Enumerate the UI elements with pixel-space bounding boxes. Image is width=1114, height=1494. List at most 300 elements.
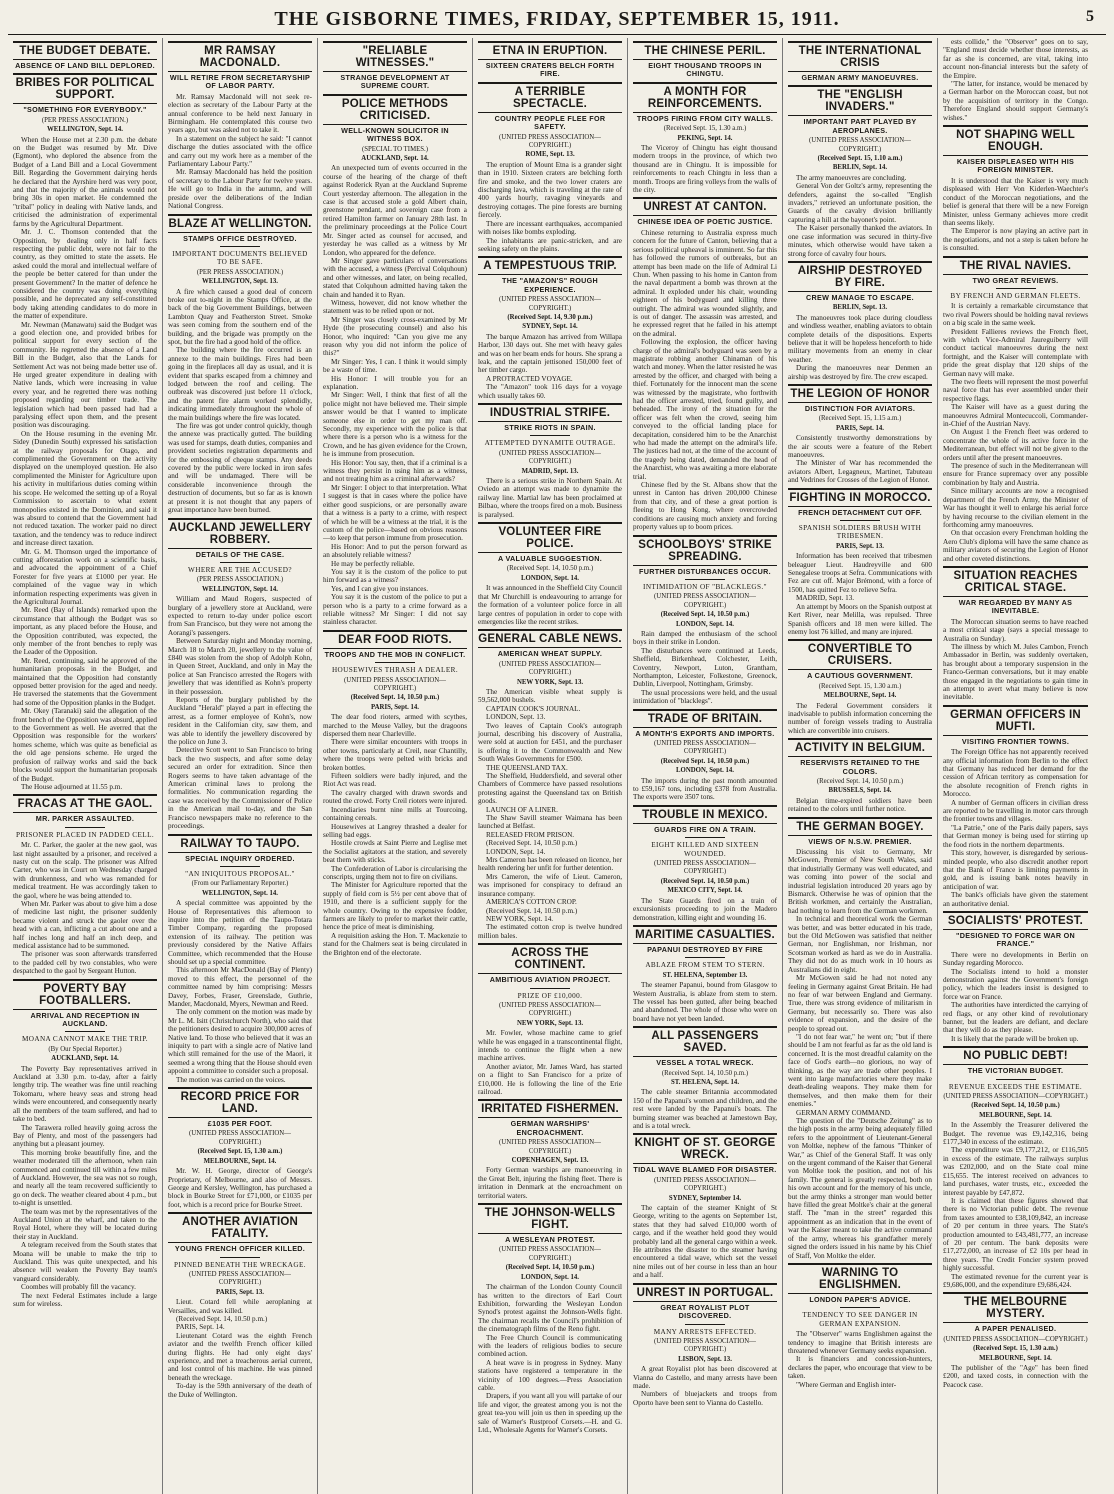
article-dateline: (Received Sept. 15, 1.30 a.m.) <box>818 682 902 690</box>
article-body <box>633 777 777 802</box>
article-dateline: (Received Sept. 15, 1.30 a.m.) <box>663 125 747 133</box>
article-body <box>633 144 777 194</box>
article-dateline: (UNITED PRESS ASSOCIATION—COPYRIGHT.) <box>499 133 601 150</box>
article-paragraph: A great Royalist plot has been discovered at Vianna do Castello, and many arrests have been made. <box>633 1365 777 1390</box>
article-paragraph: The Moroccan situation seems to have reached a most critical stage (says a special message to Australia on Sunday). <box>943 617 1088 643</box>
article-body <box>788 314 932 381</box>
article-paragraph: The steamer Papanui, bound from Glasgow to Western Australia, is ablaze from stem to stern. The vessel has been gutted, after being beached and abandoned. The whole of those who were on board have not yet been landed. <box>633 981 777 1023</box>
article-paragraph: It was announced in the Sheffield City Council that Mr Churchill is endeavouring to arrange for the formation of a volunteer police force in all large centres of population in order to cope with emergencies like the recent strikes. <box>478 584 622 626</box>
article-paragraph: This story, however, is disregarded by serious-minded people, who also discredit another report that the Bank of France is limiting payments in gold, and is issuing bank notes heavily in anticipation of war. <box>943 849 1088 891</box>
article-paragraph: Mr. G. M. Thomson urged the importance of cutting afforestation work on a scientific basis, and advocated the appointment of a Chief Forester for five years at £1000 per year. He complained of the vague way in which information respecting experiments was given in the Agricultural Journal. <box>13 547 157 606</box>
divider <box>65 827 105 828</box>
article-headline: RAILWAY TO TAUPO. <box>168 834 312 853</box>
article-dateline: PARIS, Sept. 13. <box>835 542 885 550</box>
article-dateline: (Received Sept. 14, 10.50 p.m.) <box>661 1069 749 1077</box>
article-headline: DEAR FOOD RIOTS. <box>323 630 467 649</box>
article-headline: ALL PASSENGERS SAVED. <box>633 1026 777 1057</box>
article-subhead: BY FRENCH AND GERMAN FLEETS. <box>950 291 1081 300</box>
article <box>633 1133 777 1279</box>
article-paragraph: Mr. Newman (Manawatu) said the Budget was a good election one, and provided bribes for political support for every section of the community. He regretted the absence of a Land Bill in the Budget, also that the Lands for Settlement Act was not being made better use of. He urged greater expenditure in dealing with Native lands, which were increasing in value every year, and he regretted there was nothing proposed regarding our timber trade. The legislation which had been passed had had a paralysing effect upon them, and the present position was discouraging. <box>13 320 157 430</box>
article-body <box>943 618 1088 702</box>
article-subhead: WELL-KNOWN SOLICITOR IN WITNESS BOX. <box>341 125 449 144</box>
article-subhead: TROOPS FIRING FROM CITY WALLS. <box>636 113 774 123</box>
article-paragraph: The next Federal Estimates include a large sum for wireless. <box>13 1291 157 1309</box>
article-body <box>788 848 932 1260</box>
article-paragraph: NEW YORK, Sept. 14. <box>486 914 554 923</box>
article-paragraph: It is likely that the parade will be broken up. <box>951 1034 1079 1043</box>
article-paragraph: (Received Sept. 14, 10.50 p.m.) <box>486 906 578 915</box>
article-subhead: FRENCH DETACHMENT CUT OFF. <box>798 507 922 517</box>
article-body <box>788 702 932 736</box>
article-subhead: A CAUTIOUS GOVERNMENT. <box>807 671 913 681</box>
article-dateline: (Received Sept. 14, 10.50 p.m.) <box>660 757 750 765</box>
article-paragraph: Between Saturday night and Monday morning, March 18 to March 20, jewellery to the value of £840 was stolen from the shop of Adolph Kohn, in Queen Street, Auckland, and only in May the police at San Francisco arrested the Rogers with jewellery that was identified as Kohn's property in their possession. <box>168 637 312 696</box>
article-paragraph: The Emperor is now playing an active part in the negotiations, and not a step is taken before he is consulted. <box>943 227 1088 253</box>
article-body <box>13 841 157 976</box>
article-body <box>168 288 312 515</box>
article-body <box>788 174 932 258</box>
article-dateline: BERLIN, Sept. 14. <box>832 164 888 172</box>
article-dateline: MELBOURNE, Sept. 14. <box>823 692 897 700</box>
article-paragraph: The captain of the steamer Knight of St George, writing to the agents on September 1st, states that they had salved £10,000 worth of cargo, and if the weather held good they would probably land all the general cargo within a week. He attributes the disaster to the steamer having encountered a tidal wave, which set the vessel nine miles out of her course in less than an hour and a half. <box>633 1204 777 1280</box>
article-body <box>478 477 622 519</box>
article <box>478 82 622 254</box>
article-headline: INDUSTRIAL STRIFE. <box>478 403 622 422</box>
article-paragraph: LONDON, Sept. 14. <box>486 847 546 856</box>
article-subhead: A VALUABLE SUGGESTION. <box>497 554 603 564</box>
article-subhead: YOUNG FRENCH OFFICER KILLED. <box>174 1244 306 1254</box>
article-subhead: PINNED BENEATH THE WRECKAGE. <box>174 1260 306 1269</box>
article-subhead: AMBITIOUS AVIATION PROJECT. <box>489 975 611 985</box>
column-6 <box>783 38 938 1494</box>
article-subhead: "SOMETHING FOR EVERYBODY." <box>23 105 147 115</box>
article-paragraph: In technical and theoretical work the German was better, and was better educated in his trade, but the Old McGowen was satisfied that neither German, nor Englishman, nor Irishman, nor Scotsman worked as hard as we do in Australia. They did not do as much work in 10 hours as Australians did in eight. <box>788 915 932 974</box>
article-dateline: AUCKLAND, Sept. 14. <box>361 155 429 163</box>
article <box>478 403 622 519</box>
article-dateline: (UNITED PRESS ASSOCIATION—COPYRIGHT.) <box>654 593 756 609</box>
article-paragraph: The usual processions were held, and the usual intimidation of "blacklegs". <box>633 688 777 706</box>
article-paragraph: The House adjourned at 11.55 p.m. <box>21 782 123 791</box>
article-paragraph: It is certainly a remarkable circumstance that two rival Powers should be holding naval reviews on a big scale in the same week. <box>943 302 1088 328</box>
article-body <box>13 136 157 792</box>
article-dateline: ST. HELENA, September 13. <box>662 971 748 979</box>
article-headline: CONVERTIBLE TO CRUISERS. <box>788 639 932 670</box>
divider <box>840 520 880 521</box>
article-paragraph: The Confederation of Labor is circularising the conscripts, urging them not to fire on civilians. <box>323 864 467 881</box>
article-subhead: DISTINCTION FOR AVIATORS. <box>804 403 916 413</box>
article <box>788 738 932 813</box>
article-dateline: (By Our Special Reporter.) <box>48 1045 122 1053</box>
article-paragraph: There is a serious strike in Northern Spain. At Oviedo an attempt was made to dynamite the railway line. Martial law has been proclaimed at Bilbao, where the troops fired on a mob. Business is paralysed. <box>478 477 622 519</box>
article-headline: FRACAS AT THE GAOL. <box>13 794 157 813</box>
article-paragraph: LAUNCH OF A LINER. <box>486 805 558 814</box>
article-headline: A TEMPESTUOUS TRIP. <box>478 256 622 275</box>
article-paragraph: President Fallieres reviews the French fleet, with which Vice-Admiral Jaureguiberry will conduct tactical manoeuvres during the next fortnight, and the Kaiser will contemplate with pride the great display that 120 ships of the German navy will make. <box>943 327 1088 378</box>
article <box>168 518 312 831</box>
article-paragraph: A PROTRACTED VOYAGE. <box>486 374 573 383</box>
article-paragraph: The Minister of War has recommended the aviators Albert, Legagneux, Martinet, Tabuteau and Vedrines for Crosses of the Legion of Honor. <box>788 459 932 485</box>
article-headline: A MONTH FOR REINFORCEMENTS. <box>633 82 777 113</box>
article-subhead: PRIZE OF £10,000. <box>517 991 583 1000</box>
article-dateline: WELLINGTON, Sept. 14. <box>202 585 278 593</box>
article-paragraph: Chinese returning to Australia express much concern for the future of Canton, believing that a serious political upheaval is imminent. So far this has followed the rumors of outbreaks, but an attempt has been made on the life of Admiral Li Chun. When passing to his home in Canton from the naval department a bomb was thrown at the admiral. It exploded under his chair, wounding eighteen of his bodyguard and killing three outright. The admiral was wounded slightly, and is out of danger. The assassin was arrested, and he expressed regret that he failed in his attempt on the admiral. <box>633 228 777 338</box>
article-dateline: BERLIN, Sept. 13. <box>832 304 888 312</box>
article-body <box>943 748 1088 908</box>
article-dateline: (Received Sept. 15, 1.30 a.m.) <box>973 1345 1058 1353</box>
article-headline: TROUBLE IN MEXICO. <box>633 805 777 824</box>
article-paragraph: The estimated revenue for the current year is £9,686,000, and the expenditure £9,686,424. <box>943 1272 1088 1289</box>
article-subhead: THE VICTORIAN BUDGET. <box>967 1066 1064 1076</box>
article-headline: UNREST AT CANTON. <box>633 197 777 216</box>
article-subhead: ATTEMPTED DYNAMITE OUTRAGE. <box>484 439 616 448</box>
column-5 <box>628 38 783 1494</box>
article-paragraph: The inhabitants are panic-stricken, and are seeking safety on the plains. <box>478 236 622 253</box>
article-headline: KNIGHT OF ST. GEORGE WRECK. <box>633 1133 777 1164</box>
article-dateline: (UNITED PRESS ASSOCIATION—COPYRIGHT.) <box>654 740 756 756</box>
article-body <box>478 1283 622 1434</box>
article-paragraph: "I do not fear war," he went on; "but if there should be I am not fearful as far as the old land is concerned. It is the most dreadful calamity on the face of God's earth—no glorious, no way of thinking, as the way are trade other peoples. I went into large manufactories where they make death-dealing weapons. They make them for themselves, and then make them for their enemies." <box>788 1032 932 1109</box>
article-headline: A TERRIBLE SPECTACLE. <box>478 82 622 113</box>
article-subhead: "DESIGNED TO FORCE WAR ON FRANCE." <box>956 930 1075 949</box>
article-paragraph: MADRID, Sept. 13. <box>796 594 855 603</box>
article-subhead: EIGHT KILLED AND SIXTEEN WOUNDED. <box>651 841 759 858</box>
article-dateline: NEW YORK, Sept. 13. <box>516 1019 584 1027</box>
article-paragraph: Mr Singer was closely cross-examined by Mr Hyde (the prosecuting counsel) and also his Honor, who inquired: "Can you give me any reason why you did not inform the police of this?" <box>323 315 467 358</box>
article-dateline: (UNITED PRESS ASSOCIATION—COPYRIGHT.) <box>189 1130 291 1146</box>
article-paragraph: Mr Singer: Yes, I can. I think it would simply be a waste of time. <box>323 357 467 375</box>
article-dateline: MELBOURNE, Sept. 14. <box>979 1354 1052 1362</box>
article-paragraph: Mr. Fowler, whose machine came to grief while he was engaged in a transcontinental flight, intends to continue the flight when a new machine arrives. <box>478 1029 622 1063</box>
divider <box>996 288 1036 289</box>
article-paragraph: The two fleets will represent the most powerful naval force that has ever assembled under their respective flags. <box>943 378 1088 403</box>
column-2 <box>163 38 318 1494</box>
article-subhead: WHERE ARE THE ACCUSED? <box>188 565 292 574</box>
article-paragraph: RELEASED FROM PRISON. <box>486 830 575 839</box>
article-headline: ACTIVITY IN BELGIUM. <box>788 738 932 757</box>
article-paragraph: The chairman of the London County Council has written to the directors of Earl Court Exhibition, forwarding the Wesleyan London Synod's protest against the Johnson-Wells fight. The chairman recalls the Council's prohibition of the cinematograph films of the Reno fight. <box>478 1283 622 1334</box>
article-paragraph: He may be perfectly reliable. <box>331 559 415 568</box>
article-dateline: (Received Sept. 14, 10.50 p.m.) <box>816 777 904 785</box>
article-dateline: WELLINGTON, Sept. 14. <box>202 889 278 897</box>
article <box>943 566 1088 702</box>
article-paragraph: You say it is the custom of the police to put a person who is a party to a crime forward as a reliable witness? Mr Singer: I did not say stainless character. <box>323 593 467 627</box>
article-paragraph: The barque Amazon has arrived from Willapa Harbor, 130 days out. She met with heavy gales and was on her beam ends for hours. She sprang a leak, and the captain jettisoned 150,000 feet of her timber cargo. <box>478 332 622 375</box>
article-body <box>788 434 932 484</box>
article-paragraph: In the Assembly the Treasurer delivered the Budget. The revenue was £9,142,316, being £177,340 in excess of the estimate. <box>943 1121 1088 1147</box>
article-paragraph: Mr. Okey (Taranaki) said the allegation of the front bench of the Opposition was absurd, applied to the Government as well. He averred that the Opposition was responsible for the workers' homes scheme, which was quite as beneficial as the old age pensions scheme. He urged the profusion of railway works and said the back blocks would support the humanitarian proposals of the Budget. <box>13 707 157 783</box>
article-headline: SCHOOLBOYS' STRIKE SPREADING. <box>633 535 777 566</box>
article-headline: SOCIALISTS' PROTEST. <box>943 911 1088 930</box>
article-subhead: COUNTRY PEOPLE FLEE FOR SAFETY. <box>494 113 606 132</box>
article-paragraph: The imports during the past month amounted to £59,167 tons, including £378 from Australia. The exports were 3507 tons. <box>633 776 777 802</box>
article-dateline: ROME, Sept. 13. <box>525 151 575 159</box>
article-headline: MARITIME CASUALTIES. <box>633 925 777 944</box>
article-dateline: LONDON, Sept. 14. <box>676 620 734 628</box>
article-dateline: WELLINGTON, Sept. 13. <box>202 278 278 286</box>
article-dateline: (SPECIAL TO TIMES.) <box>361 145 429 153</box>
article <box>168 214 312 515</box>
article-headline: TRADE OF BRITAIN. <box>633 709 777 728</box>
article-paragraph: The State Guards fired on a train of excursionists proceeding to join the Madero demonstration, killing eight and wounding 16. <box>633 896 777 922</box>
article-subhead: THE "AMAZON'S" ROUGH EXPERIENCE. <box>502 276 598 294</box>
article-body <box>168 595 312 830</box>
article-paragraph: A number of German officers in civilian dress are reported to be travelling in motor cars through the frontier towns and villages. <box>943 798 1088 824</box>
article <box>478 256 622 400</box>
article-subhead: MANY ARRESTS EFFECTED. <box>653 1327 757 1336</box>
article-paragraph: Chinese fled by the St. Albans show that the unrest in Canton has driven 200,000 Chinese from that city, and of these a great portion is fleeing to Hong Kong, where overcrowded conditions are causing much anxiety and forcing property values up to boom prices. <box>633 481 777 532</box>
article-subhead: VIEWS OF N.S.W. PREMIER. <box>808 836 912 846</box>
article-paragraph: This morning broke beautifully fine, and the weather moderated till the afternoon, when rain commenced and continued till within a few miles of Auckland. However, the sea was not so rough, and nearly all the team recovered sufficiently to go on deck. The weather cleared about 4 p.m., but to-night is unsettled. <box>13 1148 157 1208</box>
article-subhead: IMPORTANT PART PLAYED BY AEROPLANES. <box>803 117 917 135</box>
article-dateline: (Received Sept. 14, 10.50 p.m.) <box>505 1264 595 1272</box>
article-paragraph: LONDON, Sept. 13. <box>486 713 546 722</box>
article-dateline: (UNITED PRESS ASSOCIATION—COPYRIGHT.) <box>499 296 601 312</box>
article-subhead: MR. PARKER ASSAULTED. <box>35 814 135 824</box>
article <box>168 1212 312 1399</box>
article-paragraph: Mr Singer gave particulars of conversations with the accused, a witness (Percival Colquhoun) and other witnesses, and later, on being recalled, stated that Colquhoun admitted having taken the chain and handed it to Ryan. <box>323 256 467 299</box>
divider <box>220 246 260 247</box>
article <box>13 41 157 70</box>
article-headline: ETNA IN ERUPTION. <box>478 41 622 60</box>
article-paragraph: There are incessant earthquakes, accompanied with noises like bombs exploding. <box>478 219 622 237</box>
article-subhead: VESSEL A TOTAL WRECK. <box>656 1058 754 1068</box>
article-dateline: LONDON, Sept. 14. <box>521 574 579 582</box>
article-headline: THE CHINESE PERIL. <box>633 41 777 60</box>
article-paragraph: It is financiers and concession-hunters, declares the paper, who encourage that view to be taken. <box>788 1355 932 1381</box>
article-subhead: TIDAL WAVE BLAMED FOR DISASTER. <box>633 1165 777 1175</box>
article-dateline: PEKING, Sept. 14. <box>677 134 733 142</box>
article-body <box>943 302 1088 563</box>
article-paragraph: A fire which caused a good deal of concern broke out to-night in the Stamps Office, at the back of the big Government Buildings, between Lambton Quay and Featherston Street. Smoke was seen coming from the southern end of the building, and the brigade was promptly on the spot, but the fire had a good hold of the office. <box>168 287 312 346</box>
article-dateline: (UNITED PRESS ASSOCIATION—COPYRIGHT.) <box>499 1139 601 1155</box>
article-subhead: CREW MANAGE TO ESCAPE. <box>806 292 914 302</box>
article <box>943 705 1088 908</box>
article-paragraph: Discussing his visit to Germany, Mr McGowen, Premier of New South Wales, said that industrially Germany was well educated, and was coming into power of the social and industrial legislation introduced 20 years ago by Bismarck. Otherwise he was of opinion that the British workmen, and certainly the Australian, had nothing to learn from the German workmen. <box>788 848 932 915</box>
article <box>478 522 622 626</box>
article-body <box>478 161 622 253</box>
article-subhead: CHINESE IDEA OF POETIC JUSTICE. <box>637 217 773 227</box>
divider <box>685 1324 725 1325</box>
article-headline: UNREST IN PORTUGAL. <box>633 1283 777 1302</box>
article-paragraph: An attempt by Moors on the Spanish outpost at Kert River, near Melilla, was repulsed. Three Spanish officers and 18 men were killed. The enemy lost 76 killed, and many are injured. <box>788 602 932 636</box>
article <box>788 639 932 735</box>
article-paragraph: The illness by which M. Jules Cambon, French Ambassador in Berlin, was suddenly overtaken, has brought about a temporary suspension in the Franco-German conversations, but it may enable those engaged in the negotiations to gain time in an attempt to avert what many believe is now inevitable. <box>943 642 1088 702</box>
article <box>323 94 467 627</box>
article-paragraph: Detective Scott went to San Francisco to bring back the two suspects, and after some delay secured an order for extradition. Since then Rogers seems to have taken advantage of the American criminal laws to prolong the formalities. No communication regarding the case was received by the Commissioner of Police in the American mail to-day, and the San Francisco newspapers make no reference to the proceedings. <box>168 746 312 831</box>
article-subhead: PRISONER PLACED IN PADDED CELL. <box>15 830 155 839</box>
divider <box>530 988 570 989</box>
article-paragraph: The "Amazon" took 116 days for a voyage which usually takes 60. <box>478 383 622 400</box>
article-dateline: (Received Sept. 15, 1.10 a.m.) <box>817 155 903 163</box>
article-dateline: (UNITED PRESS ASSOCIATION—COPYRIGHT.) <box>809 137 911 153</box>
article-subhead: GERMAN ARMY MANOEUVRES. <box>801 73 919 82</box>
columns-container <box>8 38 1106 1494</box>
article-subhead: TWO GREAT REVIEWS. <box>972 275 1059 285</box>
article-subhead: ARRIVAL AND RECEPTION IN AUCKLAND. <box>30 1010 140 1029</box>
article-paragraph: The Sheffield, Huddersfield, and several other Chambers of Commerce have passed resolutions protesting against the Queensland tax on British goods. <box>478 772 622 806</box>
article-dateline: (Received Sept. 14, 10.50 p.m.) <box>660 877 750 885</box>
article-paragraph: Mr Singer: Well, I think that first of all the police might not have believed me. Their simple answer would be that I wanted to implicate someone else in order to get my man off. Secondly, my experience with the police is that where there is a person who is a witness for the Crown, and he has given evidence for the Crown, he is immune from prosecution. <box>323 391 467 459</box>
divider <box>375 662 415 663</box>
article <box>788 41 932 82</box>
article-paragraph: Fifteen soldiers were badly injured, and the Riot Act was read. <box>323 772 467 789</box>
article-body <box>943 1364 1088 1389</box>
article-paragraph: Coombes will probably fill the vacancy. <box>21 1283 136 1292</box>
article <box>168 834 312 1085</box>
article-dateline: (UNITED PRESS ASSOCIATION—COPYRIGHT.) <box>499 1001 601 1018</box>
article-paragraph: The Kaiser will have as a guest during the manoeuvres Admiral Montecuccoli, Commander-in-Chief of the Austrian Navy. <box>943 403 1088 429</box>
page-number: 5 <box>1086 8 1094 25</box>
article-headline: NOT SHAPING WELL ENOUGH. <box>943 125 1088 156</box>
article-subhead: HOUSEWIVES THRASH A DEALER. <box>331 666 459 675</box>
divider <box>996 1079 1036 1080</box>
article-headline: BLAZE AT WELLINGTON. <box>168 214 312 233</box>
article-dateline: NEW YORK, Sept. 13. <box>516 678 584 686</box>
article-headline: SITUATION REACHES CRITICAL STAGE. <box>943 566 1088 597</box>
divider <box>685 579 725 580</box>
article-body <box>943 951 1088 1043</box>
article-headline: ACROSS THE CONTINENT. <box>478 943 622 974</box>
article-headline: BRIBES FOR POLITICAL SUPPORT. <box>13 73 157 104</box>
article-paragraph: On August 1 the French fleet was ordered to concentrate the whole of its active force in the Mediterranean, but effect will not be given to the orders until after the present manoeuvres. <box>943 428 1088 462</box>
article-subhead: GUARDS FIRE ON A TRAIN. <box>654 824 756 834</box>
article-body <box>168 1298 312 1399</box>
article-headline: THE GERMAN BOGEY. <box>788 817 932 836</box>
article-paragraph: The expenditure was £9,177,212, or £116,505 in excess of the estimate. The railways surplus was £202,000, and on the State coal mine £15,655. The interest received on advances to land purchases, water trusts, etc., exceeded the interest payable by £47,872. <box>943 1146 1088 1197</box>
article-body <box>943 177 1088 253</box>
article-headline: AIRSHIP DESTROYED BY FIRE. <box>788 261 932 292</box>
article-dateline: (Received Sept. 15, 1.30 a.m.) <box>197 1148 283 1156</box>
article-paragraph: Mr. Ramsay Macdonald will not seek re-election as secretary of the Labour Party at the annual conference to be held next January in Birmingham. He contemplated this course two years ago, but was asked not to take it. <box>168 92 312 135</box>
article <box>478 943 622 1096</box>
article-dateline: (Received Sept. 14, 9.30 p.m.) <box>507 313 593 321</box>
article-paragraph: The army manoeuvres are concluding. <box>796 173 907 182</box>
article-paragraph: Rain damped the enthusiasm of the school boys in their strike in London. <box>633 629 777 647</box>
article <box>633 925 777 1023</box>
article-dateline: (Received Sept. 14, 10.50 p.m.) <box>971 1102 1060 1110</box>
article-paragraph: William and Maud Rogers, suspected of burglary of a jewellery store at Auckland, were expected to return to-day under police escort from San Francisco, but they were not among the Aorangi's passengers. <box>168 595 312 637</box>
article-paragraph: The Shaw Savill steamer Waimana has been launched at Belfast. <box>478 814 622 831</box>
article <box>788 85 932 258</box>
article-paragraph: The building where the fire occurred is an annexe to the main buildings. Fires had been going in the fireplaces all day as usual, and it is evident that sparks escaped from a chimney and lodged between the roof and ceiling. The outbreak was discovered just before 11 o'clock, and the patent fire alarm worked splendidly, indicating immediately throughout the whole of the main buildings where the fire was located. <box>168 346 312 422</box>
article-body <box>168 1167 312 1209</box>
article-paragraph: Hostile crowds at Saint Pierre and Leglise met the Socialist agitators at the station, and severely beat them with sticks. <box>323 839 467 865</box>
article-dateline: COPENHAGEN, Sept. 13. <box>511 1157 589 1165</box>
article-body <box>323 713 467 957</box>
article-subhead: A WESLEYAN PROTEST. <box>505 1235 595 1245</box>
article-paragraph: An unexpected turn of events occurred in the course of the hearing of the charge of theft against Roderick Ryan at the Auckland Supreme Court yesterday afternoon. The allegation in the case is that accused stole a gold Albert chain, greenstone pendant, and sovereign case from a retired Hamilton farmer on January 28th last. In the preliminary proceedings at the Police Court Mr. Singer acted as counsel for accused, and yesterday he was called as a witness by Mr London, who appeared for the defence. <box>323 164 467 257</box>
article-paragraph: When the House met at 2.30 p.m. the debate on the Budget was resumed by Mr. Dive (Egmont), who deplored the absence from the Budget of a Land Bill and a Local Government Bill. Regarding the Government dairying herds he declared that the Ayrshire herd was very poor, and that the majority of the animals would not bring 30s in open market. He condemned the "tribal" policy in dealing with Native lands, and criticised the administration of experimental farms by the Agricultural Department. <box>13 135 157 228</box>
article-subhead: DETAILS OF THE CASE. <box>195 549 285 559</box>
divider <box>530 435 570 436</box>
article-body <box>633 1365 777 1407</box>
article-dateline: (PER PRESS ASSOCIATION.) <box>196 268 284 276</box>
article-paragraph: It is claimed that these figures showed that there is no Victorian public debt. The revenue from taxes amounted to £38,109,842, an increase of 20 per centum in three years. The State's production amounted to £43,481,777, an increase of 20 per centum. The bank deposits were £17,272,000, an increase of £2 10s per head in three years. The Credit Foncier system proved highly successful. <box>943 1196 1088 1273</box>
article-headline: RECORD PRICE FOR LAND. <box>168 1087 312 1118</box>
article-dateline: (From our Parliamentary Reporter.) <box>191 880 289 888</box>
article-dateline: (UNITED PRESS ASSOCIATION—COPYRIGHT.) <box>654 1176 756 1193</box>
column-7 <box>938 38 1093 1494</box>
article-headline: THE MELBOURNE MYSTERY. <box>943 1292 1088 1323</box>
article-paragraph: Following the explosion, the officer having charge of the admiral's bodyguard was seen by a magistrate robbing another Chinaman of his watch and money. When the latter resisted he was arrested by the officer, and charged with being a thief. Fortunately for the innocent man the scene was witnessed by the magistrate, who forthwith had the officer arrested, tried, found guilty, and beheaded. The irony of the situation for the officer was felt when the crowd, seeing him conveyed to the official landing place for decapitation, considered him to be the Anarchist who had made the attempt on the admiral's life. The justices had not, at the time of the account of the tragedy being dated, demanded the head of the Anarchist, who was awaiting a more elaborate trial. <box>633 338 777 481</box>
article-paragraph: Mr. C. Parker, the gaoler at the new gaol, was last night assaulted by a prisoner, and received a nasty cut on the scalp. The prisoner was Alfred Carter, who was in Court on Wednesday charged with drunkenness, and who was remanded for medical treatment. He was accordingly taken to the gaol, where he was being attended to. <box>13 841 157 900</box>
divider <box>65 1031 105 1032</box>
article-dateline: (Received Sept. 15, 1.15 a.m.) <box>818 415 902 423</box>
article-paragraph: A special committee was appointed by the House of Representatives this afternoon to inquire into the petition of the Taupo-Totara Timber Company, regarding the proposed extension of its railway. The petition was previously considered by the Native Affairs Committee, which recommended that the House should set up a special committee. <box>168 899 312 966</box>
article <box>633 1026 777 1130</box>
article-headline: GERMAN OFFICERS IN MUFTI. <box>943 705 1088 736</box>
article-dateline: MELBOURNE, Sept. 14. <box>203 1157 277 1165</box>
article-paragraph: The motion was carried on the voices. <box>176 1075 286 1084</box>
article-dateline: (PER PRESS ASSOCIATION.) <box>41 116 129 124</box>
article-paragraph: The Socialists intend to hold a monster demonstration against the Government's foreign policy, which the leaders insist is designed to force war on France. <box>943 967 1088 1001</box>
article-subhead: SIXTEEN CRATERS BELCH FORTH FIRE. <box>485 61 615 79</box>
article-headline: THE "ENGLISH INVADERS." <box>788 85 932 116</box>
article-subhead: TENDENCY TO SEE DANGER IN GERMAN EXPANSION. <box>802 1311 918 1328</box>
article-paragraph: His Honor: You say, then, that if a criminal is a witness they persist in using him as a witness, and not treating him as a criminal afterwards? <box>323 458 467 484</box>
article-body <box>633 1088 777 1130</box>
article-paragraph: The publisher of the "Age" has been fined £200, and taxed costs, in connection with the Peacock case. <box>943 1364 1088 1389</box>
article-paragraph: Mr. W. H. George, director of George's Proprietary, of Melbourne, and also of Messrs. George and Kersley, Wellington, has purchased a block in Bourke Street for £71,000, or £1035 per foot, which is a record price for Bourke Street. <box>168 1167 312 1209</box>
article-dateline: (UNITED PRESS ASSOCIATION—COPYRIGHT.) <box>654 860 756 876</box>
article-dateline: LONDON, Sept. 14. <box>521 1273 579 1281</box>
article-paragraph: It is understood that the Kaiser is very much displeased with Herr Von Kiderlen-Waechter's conduct of the Moroccan negotiations, and the belief is general that there will be a new Foreign Minister, unless Germany achieves more credit than seems likely. <box>943 176 1088 227</box>
article-subhead: ABSENCE OF LAND BILL DEPLORED. <box>15 61 155 70</box>
article <box>478 629 622 940</box>
article-headline: VOLUNTEER FIRE POLICE. <box>478 522 622 553</box>
article-headline: POLICE METHODS CRITICISED. <box>323 94 467 125</box>
article-subhead: FURTHER DISTURBANCES OCCUR. <box>639 566 771 576</box>
article-dateline: PARIS, Sept. 13. <box>215 1288 265 1296</box>
article-subhead: PAPANUI DESTROYED BY FIRE <box>647 944 763 954</box>
article-paragraph: The cable steamer Britannia accommodated 150 of the Papanui's women and children, and the rest were landed by the Papanui's boats. The burning steamer was beached at Jamestown Bay, and is a total wreck. <box>633 1088 777 1130</box>
article-subhead: GERMAN WARSHIPS' ENCROACHMENT. <box>510 1119 590 1137</box>
article-paragraph: Mrs Cameron, the wife of Lieut. Cameron, was imprisoned for conspiracy to defraud an insurance company. <box>478 872 622 898</box>
article-paragraph: Reports of the burglary published by the Auckland "Herald" played a part in effecting the arrest, as a former employee of Kohn's, now resident in the Californian city, saw them, and was able to identify the jewellery discovered by the police on June 3. <box>168 696 312 747</box>
article-paragraph: THE QUEENSLAND TAX. <box>486 763 568 772</box>
article-subhead: WILL RETIRE FROM SECRETARYSHIP OF LABOR PARTY. <box>169 73 311 91</box>
article-paragraph: There were no developments in Berlin on Sunday regarding Morocco. <box>943 950 1088 968</box>
article-subhead: LONDON PAPER'S ADVICE. <box>809 1294 911 1304</box>
article-body <box>633 897 777 922</box>
divider <box>685 957 725 958</box>
article <box>943 1046 1088 1289</box>
article-headline: THE RIVAL NAVIES. <box>943 256 1088 275</box>
article <box>788 488 932 637</box>
article-body <box>788 1330 932 1389</box>
article-body <box>633 981 777 1023</box>
article-subhead: IMPORTANT DOCUMENTS BELIEVED TO BE SAFE. <box>172 249 308 267</box>
article-subhead: £1035 PER FOOT. <box>207 1119 273 1129</box>
article-paragraph: Incendiaries burnt nine mills at Tourcoing, containing cereals. <box>323 805 467 823</box>
article <box>633 535 777 706</box>
article <box>478 1099 622 1200</box>
article-headline: NO PUBLIC DEBT! <box>943 1046 1088 1065</box>
article <box>788 261 932 381</box>
article-paragraph: The manoeuvres took place during cloudless and windless weather, enabling aviators to obtain complete details of the dispositions. Experts believe that it will be hopeless henceforth to hide military movements from an enemy in clear weather. <box>788 313 932 364</box>
article-paragraph: Lieut. Cotard fell while aeroplaning at Versailles, and was killed. <box>168 1298 312 1315</box>
article-paragraph: "La Patrie," one of the Paris daily papers, says that German money is being used for stirring up the food riots in the northern departments. <box>943 823 1088 849</box>
article <box>633 41 777 79</box>
article-paragraph: The question of the "Deutsche Zeitung" as to the high posts in the army being adequately filled refers to the appointment of Lieutenant-General von Moltke, nephew of the famous "Thinker of War," as Chief of the General Staff. It was only on the urgent command of the Kaiser that General von Moltke took the position, and not of his family. The general is greatly respected, both on his own account and for the memory of his uncle, but the army thinks a stronger man would better have filled the great Moltke's chair at the general staff. The "man in the street" regarded this appointment as an indication that in the event of war the Kaiser meant to take the active command of the army, whereas his grandfather merely signed the orders issued in his name by his Chief of Staff, Von Moltke the elder. <box>788 1117 932 1260</box>
column-1 <box>8 38 163 1494</box>
article <box>168 1087 312 1209</box>
article-dateline: (Received Sept. 14, 10.50 p.m.) <box>506 565 594 573</box>
article-paragraph: The prisoner was soon afterwards transferred to the padded cell by two constables, who were despatched to the gaol by Sergeant Hutton. <box>13 950 157 976</box>
article-paragraph: Belgian time-expired soldiers have been retained to the colors until further notice. <box>788 796 932 814</box>
article-subhead: STAMPS OFFICE DESTROYED. <box>183 233 297 243</box>
article-dateline: MEXICO CITY, Sept. 14. <box>667 887 743 895</box>
